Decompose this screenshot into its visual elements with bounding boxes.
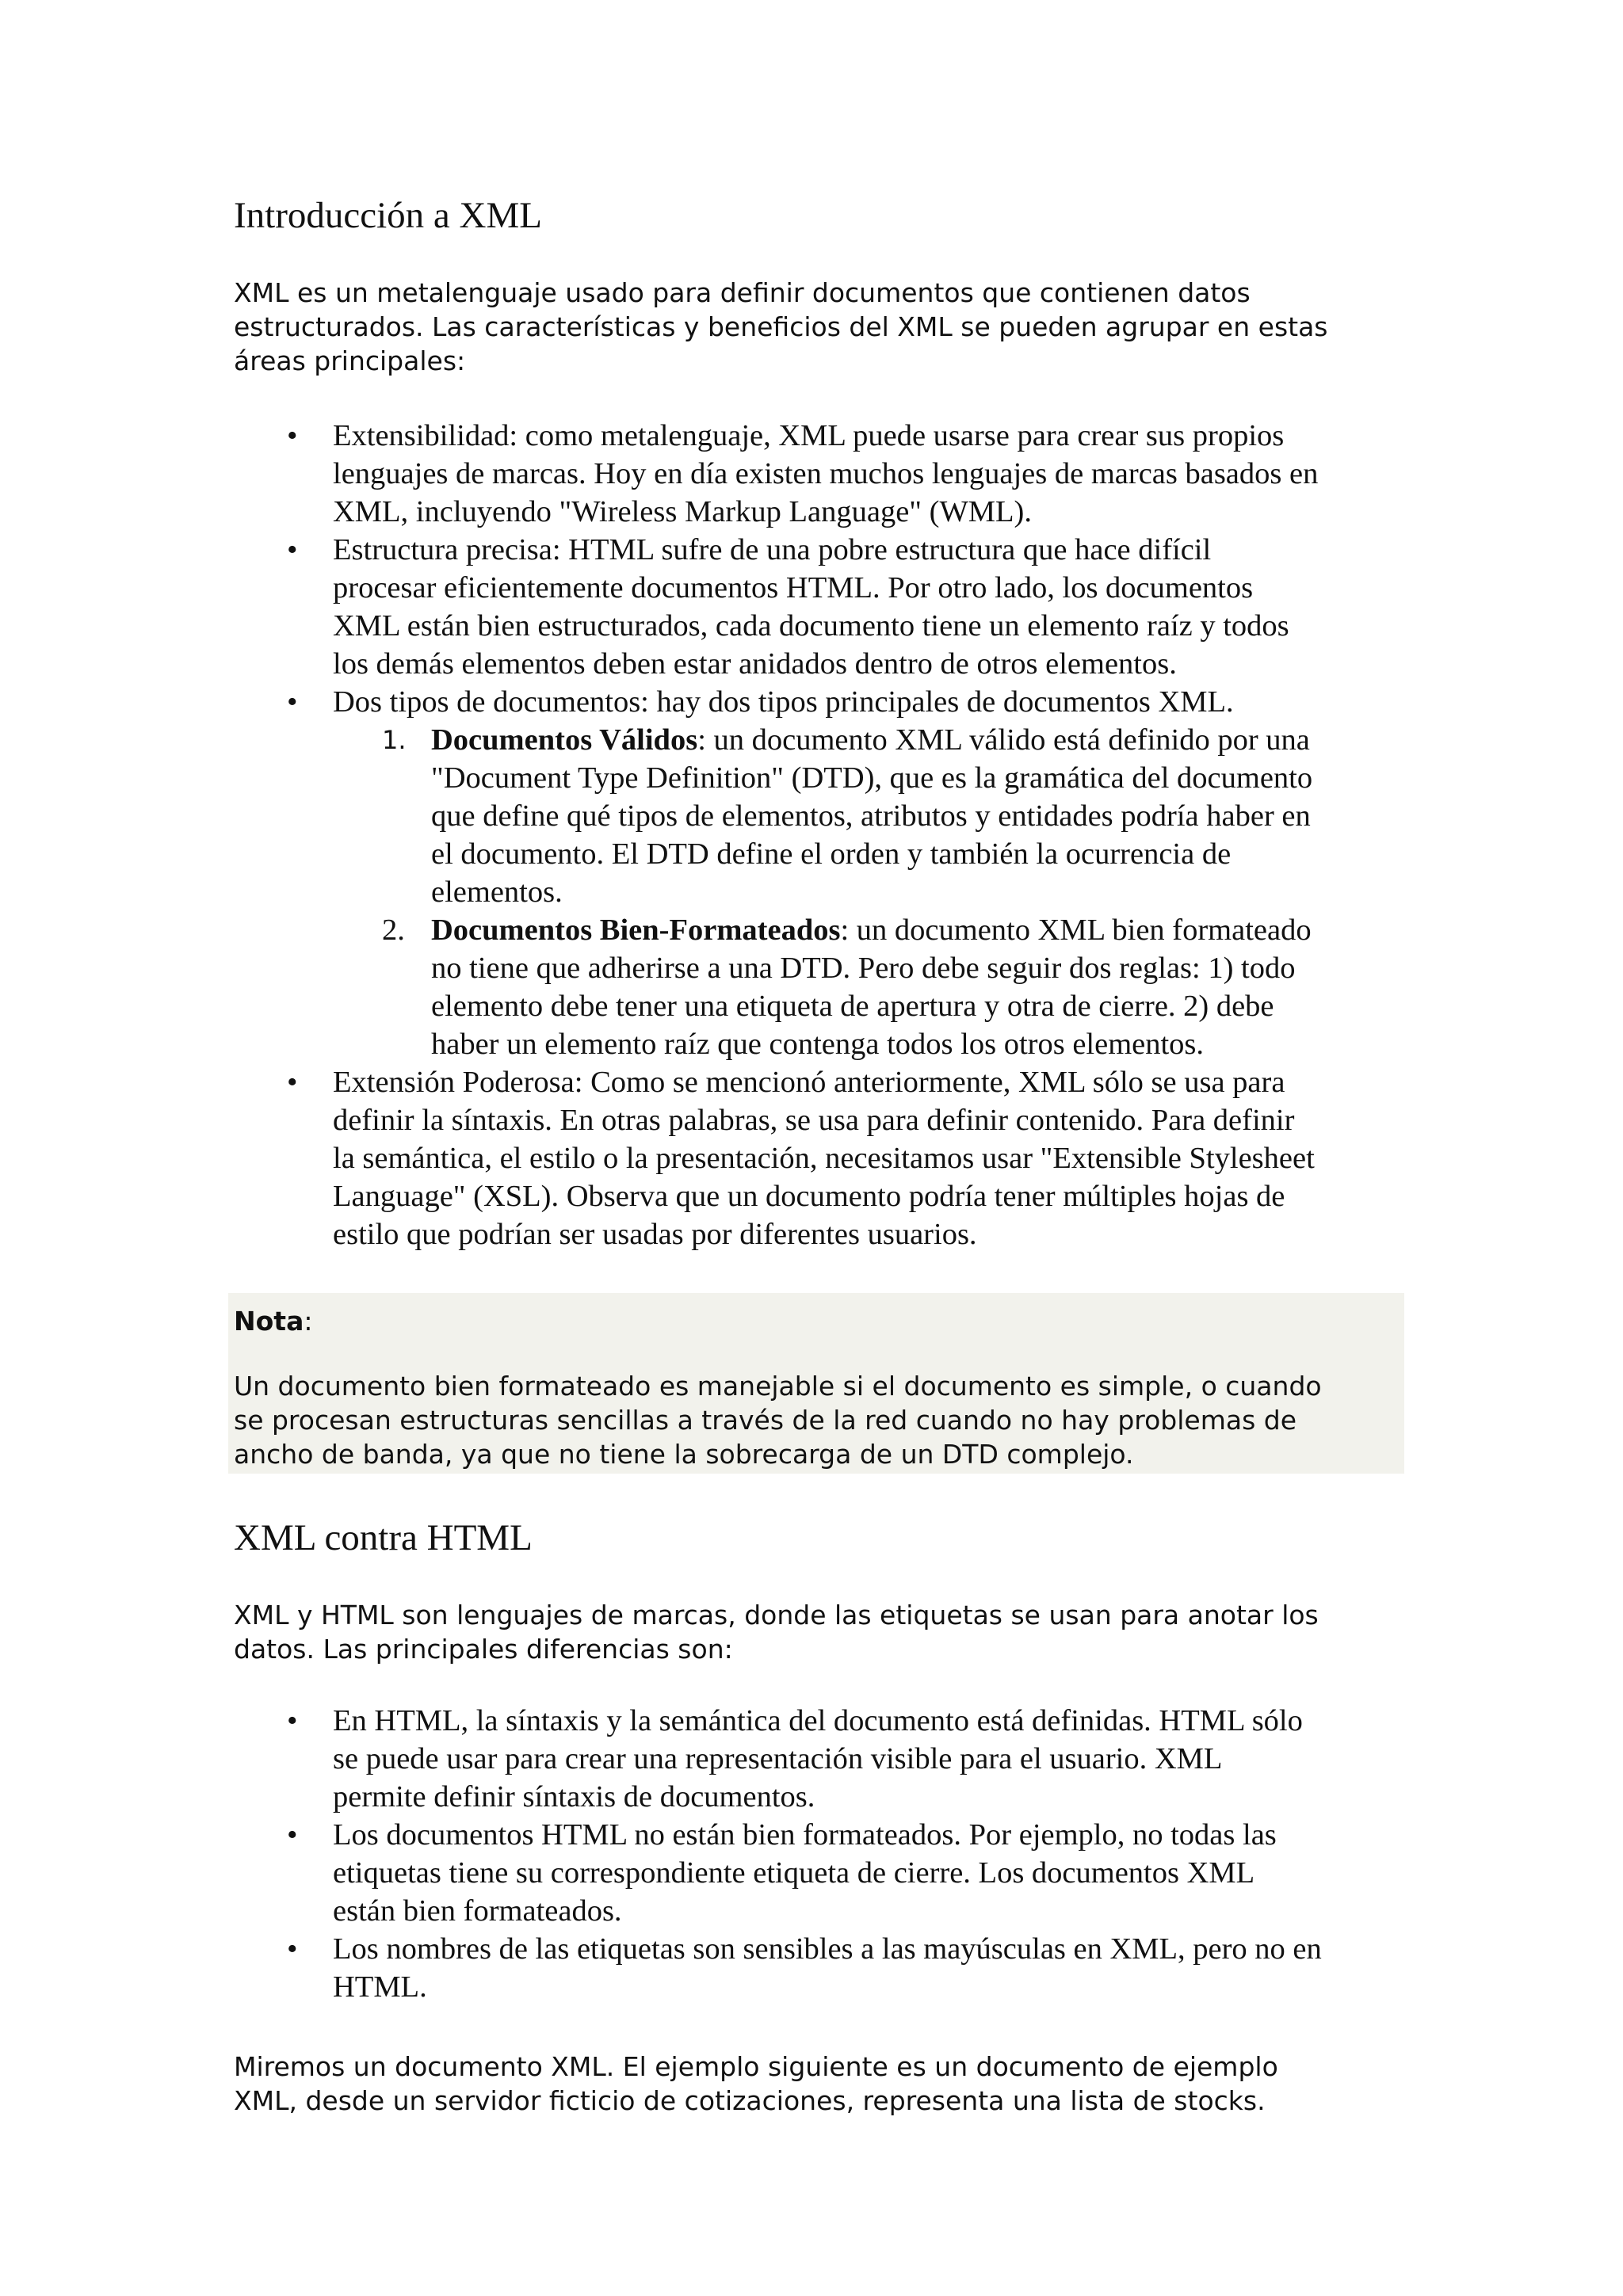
text-line: Estructura precisa: HTML sufre de una pobre estructura que hace difícil bbox=[333, 533, 1212, 566]
list-item-tipos-documentos bbox=[287, 683, 1411, 1063]
bullet-icon: • bbox=[287, 1818, 298, 1852]
text-line: XML es un metalenguaje usado para definir documentos que contienen datos bbox=[234, 277, 1251, 308]
text-line: el documento. El DTD define el orden y también la ocurrencia de bbox=[431, 837, 1232, 871]
text-line: elementos. bbox=[431, 875, 563, 909]
list-item-difference bbox=[287, 1702, 1411, 1816]
bold-term: Documentos Bien-Formateados bbox=[431, 913, 841, 947]
bullet-icon: • bbox=[287, 533, 298, 566]
text-line: elemento debe tener una etiqueta de apertura y otra de cierre. 2) debe bbox=[431, 990, 1274, 1023]
differences-list bbox=[287, 1702, 1411, 2006]
text-line: que define qué tipos de elementos, atributos y entidades podría haber en bbox=[431, 799, 1311, 833]
text-line: lenguajes de marcas. Hoy en día existen muchos lenguajes de marcas basados en bbox=[333, 457, 1319, 490]
text-line: datos. Las principales diferencias son: bbox=[234, 1634, 733, 1665]
text-line: XML están bien estructurados, cada documento tiene un elemento raíz y todos bbox=[333, 609, 1289, 643]
text-line: ancho de banda, ya que no tiene la sobrecarga de un DTD complejo. bbox=[234, 1439, 1134, 1470]
bullet-icon: • bbox=[287, 1066, 298, 1099]
text-line: Dos tipos de documentos: hay dos tipos principales de documentos XML. bbox=[333, 685, 1234, 719]
comparison-intro-paragraph bbox=[234, 1598, 1399, 1666]
bold-term: Documentos Válidos bbox=[431, 723, 698, 757]
note-label-colon: : bbox=[304, 1306, 313, 1337]
item-number: 2. bbox=[382, 913, 405, 947]
text-line: HTML. bbox=[333, 1970, 427, 2004]
note-body bbox=[234, 1369, 1391, 1471]
list-item-difference bbox=[287, 1930, 1411, 2006]
bullet-icon: • bbox=[287, 1704, 298, 1737]
item-number: 1. bbox=[382, 725, 407, 755]
text-line: estilo que podrían ser usadas por diferentes usuarios. bbox=[333, 1218, 977, 1251]
list-item-difference bbox=[287, 1816, 1411, 1930]
bullet-icon: • bbox=[287, 1932, 298, 1966]
bullet-icon: • bbox=[287, 419, 298, 452]
text-line bbox=[431, 911, 1411, 949]
list-item-extensibilidad bbox=[287, 417, 1411, 531]
text-line: áreas principales: bbox=[234, 345, 466, 376]
text-line: Miremos un documento XML. El ejemplo siguiente es un documento de ejemplo bbox=[234, 2051, 1278, 2082]
text-line: Un documento bien formateado es manejable si el documento es simple, o cuando bbox=[234, 1371, 1322, 1402]
text-line: están bien formateados. bbox=[333, 1894, 622, 1928]
features-list bbox=[287, 417, 1411, 1253]
text-line: no tiene que adherirse a una DTD. Pero debe seguir dos reglas: 1) todo bbox=[431, 952, 1296, 985]
text-line: XML, desde un servidor ficticio de cotizaciones, representa una lista de stocks. bbox=[234, 2085, 1266, 2116]
text-line: permite definir síntaxis de documentos. bbox=[333, 1780, 815, 1814]
section-title-xml-contra-html: XML contra HTML bbox=[234, 1517, 533, 1558]
text-line: se puede usar para crear una representación visible para el usuario. XML bbox=[333, 1742, 1223, 1775]
text-line: En HTML, la síntaxis y la semántica del documento está definidas. HTML sólo bbox=[333, 1704, 1303, 1737]
text-run: : un documento XML válido está definido por una bbox=[697, 723, 1310, 757]
section-title-introduccion: Introducción a XML bbox=[234, 195, 542, 236]
text-line: XML y HTML son lenguajes de marcas, donde las etiquetas se usan para anotar los bbox=[234, 1600, 1319, 1630]
list-item-extension-poderosa bbox=[287, 1063, 1411, 1253]
note-label bbox=[234, 1304, 312, 1338]
text-line: definir la síntaxis. En otras palabras, se usa para definir contenido. Para definir bbox=[333, 1104, 1295, 1137]
bullet-icon: • bbox=[287, 685, 298, 719]
intro-paragraph bbox=[234, 276, 1399, 378]
text-line: Extensibilidad: como metalenguaje, XML puede usarse para crear sus propios bbox=[333, 419, 1285, 452]
closing-paragraph bbox=[234, 2050, 1399, 2118]
note-label-text: Nota bbox=[234, 1306, 304, 1337]
text-line: Los nombres de las etiquetas son sensibles a las mayúsculas en XML, pero no en bbox=[333, 1932, 1322, 1966]
list-item-estructura bbox=[287, 531, 1411, 683]
text-line: Los documentos HTML no están bien formateados. Por ejemplo, no todas las bbox=[333, 1818, 1277, 1852]
list-item-documentos-validos bbox=[382, 721, 1411, 911]
note-box bbox=[228, 1293, 1404, 1474]
text-line: la semántica, el estilo o la presentación, necesitamos usar "Extensible Stylesheet bbox=[333, 1142, 1315, 1175]
text-line: Extensión Poderosa: Como se mencionó anteriormente, XML sólo se usa para bbox=[333, 1066, 1285, 1099]
text-line: los demás elementos deben estar anidados dentro de otros elementos. bbox=[333, 647, 1177, 681]
text-line: se procesan estructuras sencillas a través de la red cuando no hay problemas de bbox=[234, 1405, 1297, 1436]
text-line: XML, incluyendo "Wireless Markup Language" (WML). bbox=[333, 495, 1032, 528]
text-line: estructurados. Las características y beneficios del XML se pueden agrupar en estas bbox=[234, 311, 1328, 342]
text-line bbox=[431, 721, 1411, 759]
text-line: "Document Type Definition" (DTD), que es la gramática del documento bbox=[431, 761, 1313, 795]
document-types-list bbox=[382, 721, 1411, 1063]
text-line: haber un elemento raíz que contenga todos los otros elementos. bbox=[431, 1028, 1205, 1061]
text-line: etiquetas tiene su correspondiente etiqueta de cierre. Los documentos XML bbox=[333, 1856, 1255, 1890]
text-run: : un documento XML bien formateado bbox=[840, 913, 1312, 947]
text-line: Language" (XSL). Observa que un documento podría tener múltiples hojas de bbox=[333, 1180, 1285, 1213]
text-line: procesar eficientemente documentos HTML. Por otro lado, los documentos bbox=[333, 571, 1254, 605]
list-item-documentos-bien-formateados bbox=[382, 911, 1411, 1063]
